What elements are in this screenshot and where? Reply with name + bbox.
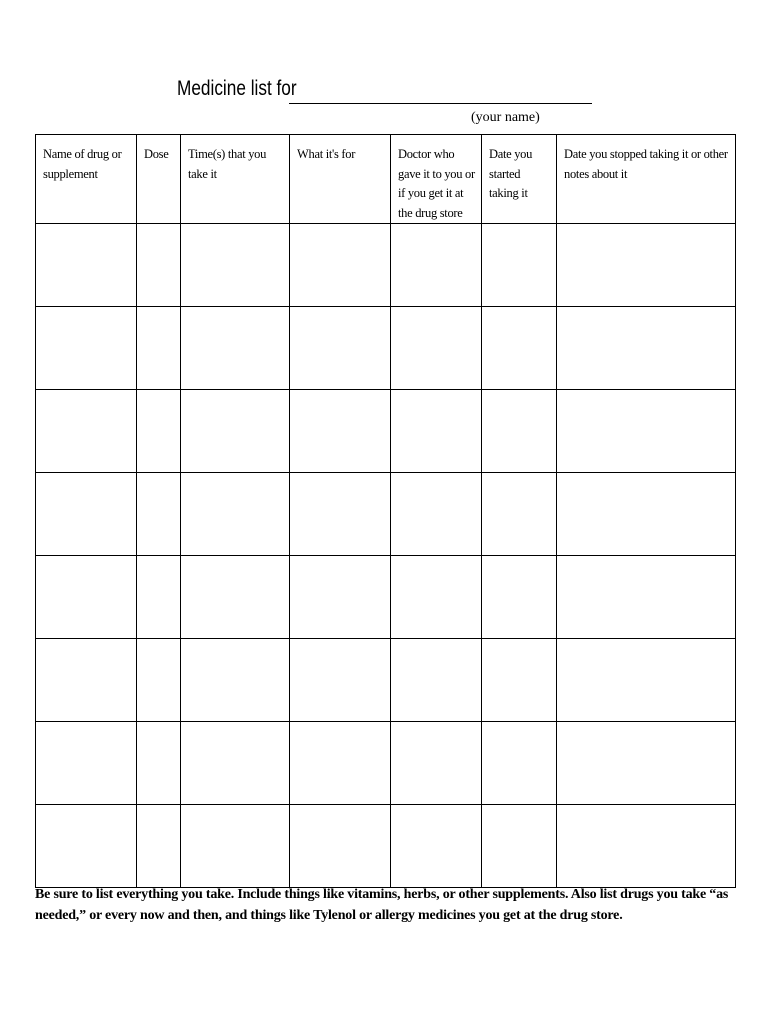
cell-purpose[interactable] [290, 307, 391, 390]
cell-start-date[interactable] [482, 224, 557, 307]
cell-times[interactable] [181, 390, 290, 473]
cell-dose[interactable] [137, 556, 181, 639]
cell-times[interactable] [181, 805, 290, 888]
cell-start-date[interactable] [482, 473, 557, 556]
cell-drug-name[interactable] [36, 473, 137, 556]
cell-start-date[interactable] [482, 639, 557, 722]
cell-start-date[interactable] [482, 805, 557, 888]
table-row [36, 307, 736, 390]
cell-doctor[interactable] [391, 307, 482, 390]
column-header-times: Time(s) that you take it [181, 135, 290, 224]
cell-purpose[interactable] [290, 722, 391, 805]
cell-times[interactable] [181, 307, 290, 390]
cell-times[interactable] [181, 556, 290, 639]
cell-stop-date-notes[interactable] [557, 224, 736, 307]
cell-start-date[interactable] [482, 556, 557, 639]
table-row [36, 473, 736, 556]
table-row [36, 224, 736, 307]
cell-purpose[interactable] [290, 473, 391, 556]
cell-doctor[interactable] [391, 390, 482, 473]
table-row [36, 639, 736, 722]
cell-dose[interactable] [137, 307, 181, 390]
column-header-start-date: Date you started taking it [482, 135, 557, 224]
cell-start-date[interactable] [482, 307, 557, 390]
cell-dose[interactable] [137, 473, 181, 556]
table-row [36, 390, 736, 473]
table-row [36, 805, 736, 888]
cell-times[interactable] [181, 224, 290, 307]
cell-dose[interactable] [137, 224, 181, 307]
cell-stop-date-notes[interactable] [557, 556, 736, 639]
cell-times[interactable] [181, 473, 290, 556]
name-hint-label: (your name) [471, 110, 540, 125]
column-header-drug-name: Name of drug or supplement [36, 135, 137, 224]
cell-doctor[interactable] [391, 556, 482, 639]
cell-purpose[interactable] [290, 224, 391, 307]
cell-doctor[interactable] [391, 224, 482, 307]
cell-dose[interactable] [137, 639, 181, 722]
cell-dose[interactable] [137, 805, 181, 888]
page-title [177, 77, 297, 100]
cell-stop-date-notes[interactable] [557, 639, 736, 722]
column-header-purpose: What it's for [290, 135, 391, 224]
cell-times[interactable] [181, 639, 290, 722]
cell-start-date[interactable] [482, 390, 557, 473]
cell-doctor[interactable] [391, 805, 482, 888]
cell-start-date[interactable] [482, 722, 557, 805]
column-header-dose: Dose [137, 135, 181, 224]
column-header-doctor: Doctor who gave it to you or if you get it at the drug store [391, 135, 482, 224]
cell-purpose[interactable] [290, 805, 391, 888]
cell-purpose[interactable] [290, 390, 391, 473]
cell-doctor[interactable] [391, 722, 482, 805]
cell-drug-name[interactable] [36, 224, 137, 307]
table-row [36, 556, 736, 639]
cell-dose[interactable] [137, 722, 181, 805]
cell-drug-name[interactable] [36, 556, 137, 639]
cell-purpose[interactable] [290, 556, 391, 639]
cell-stop-date-notes[interactable] [557, 473, 736, 556]
cell-doctor[interactable] [391, 639, 482, 722]
cell-dose[interactable] [137, 390, 181, 473]
name-entry-line[interactable] [289, 103, 592, 104]
table-body [36, 224, 736, 888]
title-text: Medicine list for [177, 77, 297, 100]
cell-drug-name[interactable] [36, 307, 137, 390]
cell-times[interactable] [181, 722, 290, 805]
medicine-table [35, 134, 736, 888]
cell-stop-date-notes[interactable] [557, 722, 736, 805]
table-header-row [36, 135, 736, 224]
cell-drug-name[interactable] [36, 722, 137, 805]
cell-stop-date-notes[interactable] [557, 390, 736, 473]
cell-stop-date-notes[interactable] [557, 307, 736, 390]
cell-purpose[interactable] [290, 639, 391, 722]
cell-doctor[interactable] [391, 473, 482, 556]
cell-drug-name[interactable] [36, 390, 137, 473]
column-header-stop-date-notes: Date you stopped taking it or other notes about it [557, 135, 736, 224]
cell-stop-date-notes[interactable] [557, 805, 736, 888]
cell-drug-name[interactable] [36, 805, 137, 888]
cell-drug-name[interactable] [36, 639, 137, 722]
footer-note: Be sure to list everything you take. Include things like vitamins, herbs, or other supplements. Also list drugs you take “as needed,” or every now and then, and things like Tylenol or allergy medicines you get at the drug store. [35, 887, 729, 923]
table-row [36, 722, 736, 805]
